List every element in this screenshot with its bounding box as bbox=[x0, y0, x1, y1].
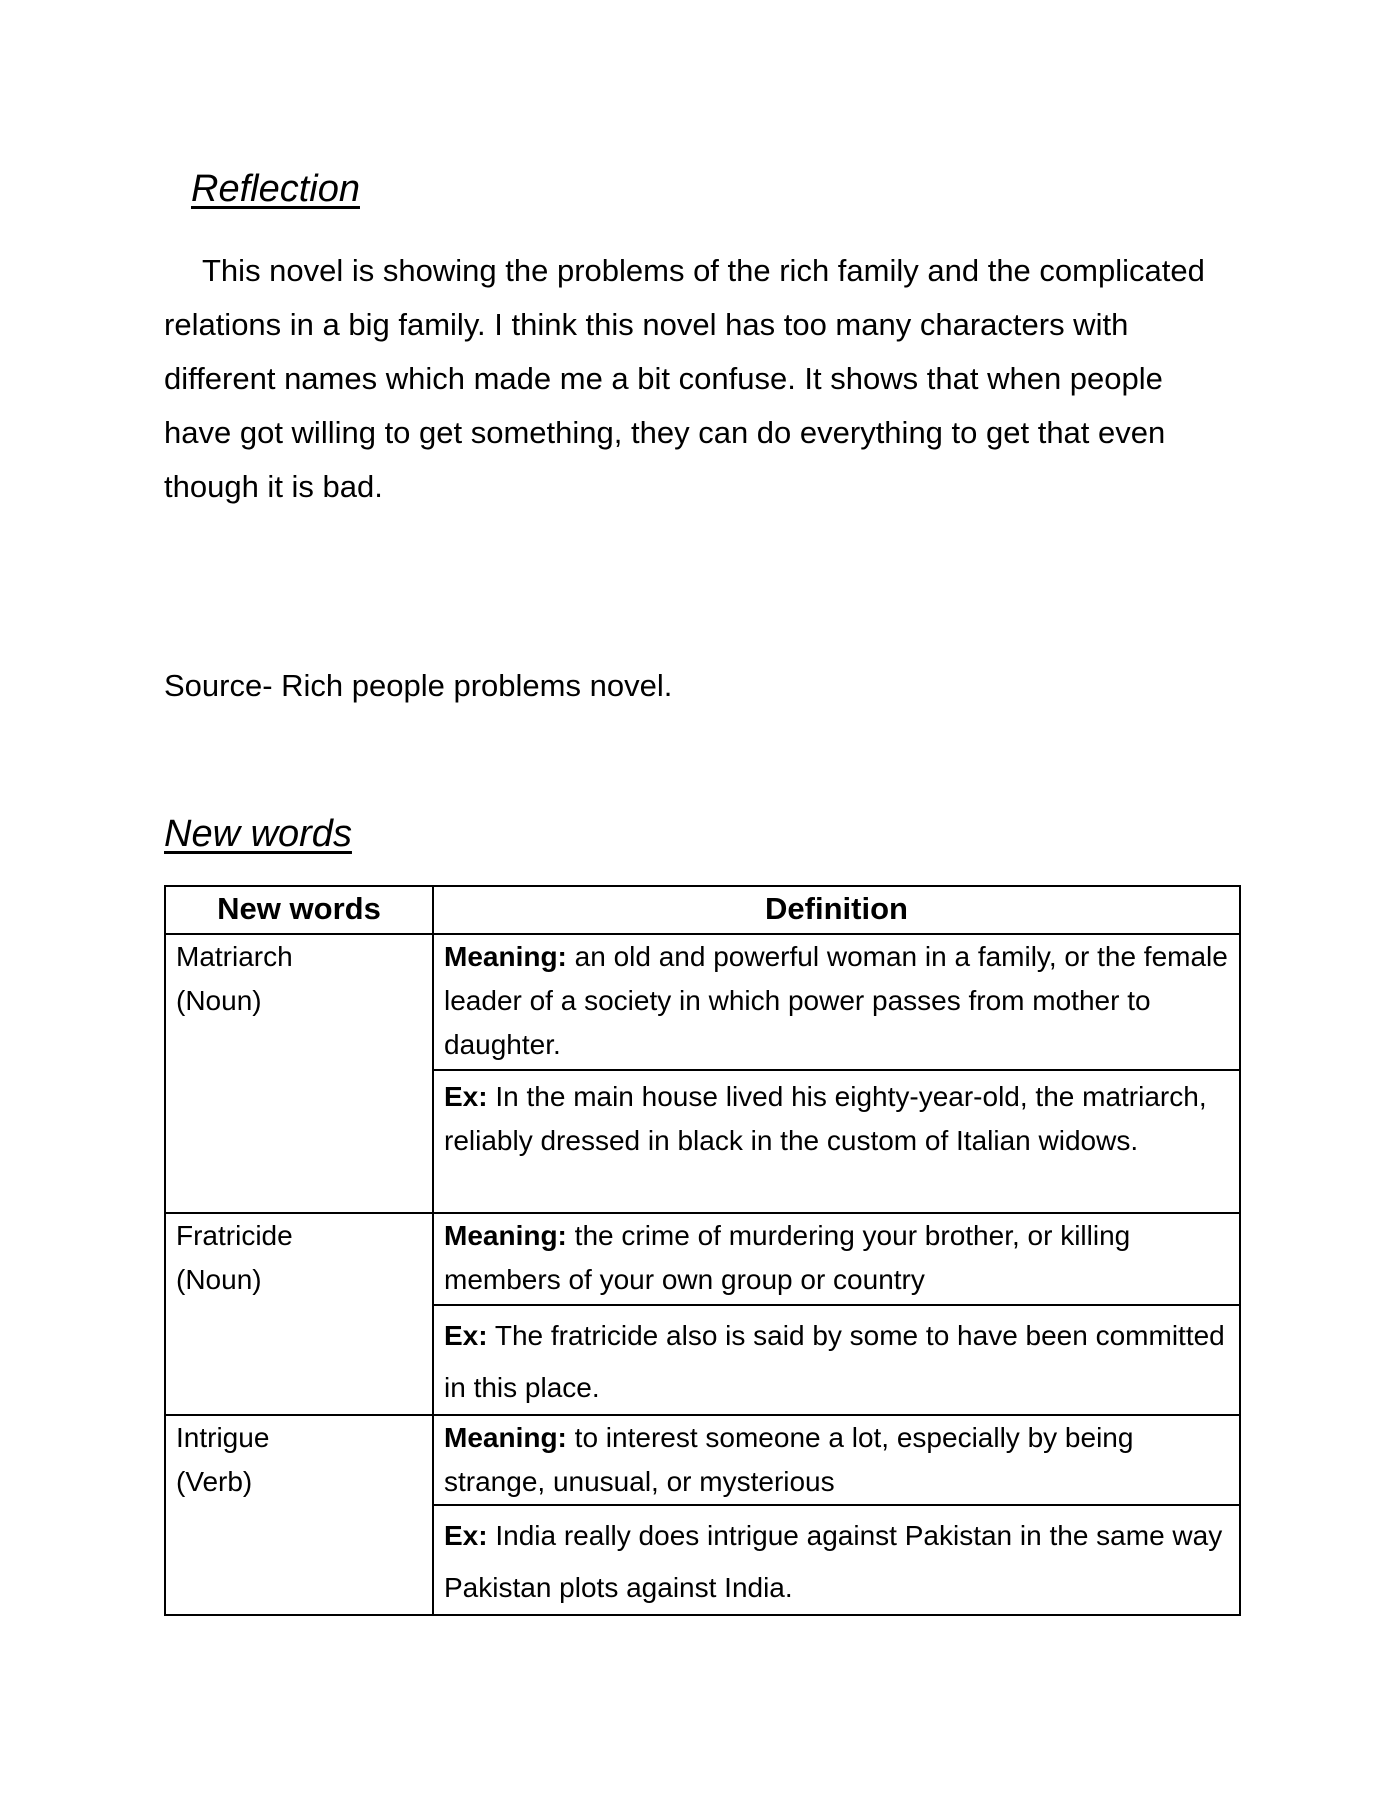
example-label: Ex: bbox=[444, 1320, 488, 1351]
meaning-cell bbox=[433, 934, 1240, 1070]
table-row bbox=[165, 1213, 1240, 1305]
source-line: Source- Rich people problems novel. bbox=[164, 668, 673, 703]
word-cell bbox=[165, 1213, 433, 1415]
table-header bbox=[165, 886, 1240, 934]
meaning-text: to interest someone a lot, especially by being strange, unusual, or mysterious bbox=[444, 1422, 1134, 1497]
meaning-cell bbox=[433, 1415, 1240, 1505]
meaning-text: an old and powerful woman in a family, or the female leader of a society in which power passes from mother to daughter. bbox=[444, 941, 1228, 1060]
part-of-speech: (Verb) bbox=[176, 1466, 253, 1497]
meaning-label: Meaning: bbox=[444, 941, 567, 972]
vocabulary-table bbox=[164, 885, 1241, 1616]
word: Intrigue bbox=[176, 1422, 270, 1453]
part-of-speech: (Noun) bbox=[176, 985, 262, 1016]
meaning-label: Meaning: bbox=[444, 1422, 567, 1453]
example-text: In the main house lived his eighty-year-old, the matriarch, reliably dressed in black in the custom of Italian widows. bbox=[444, 1081, 1207, 1156]
meaning-label: Meaning: bbox=[444, 1220, 567, 1251]
example-label: Ex: bbox=[444, 1081, 488, 1112]
reflection-text: This novel is showing the problems of the rich family and the complicated relations in a big family. I think this novel has too many characters with different names which made me a bit confuse. It shows that when people have got willing to get something, they can do everything to get that even though it is bad. bbox=[164, 253, 1205, 504]
example-text: The fratricide also is said by some to have been committed in this place. bbox=[444, 1320, 1225, 1403]
word-cell bbox=[165, 1415, 433, 1615]
example-label: Ex: bbox=[444, 1520, 488, 1551]
new-words-heading: New words bbox=[164, 813, 352, 855]
word-cell bbox=[165, 934, 433, 1213]
reflection-heading: Reflection bbox=[191, 168, 360, 210]
table-row bbox=[165, 934, 1240, 1070]
example-cell bbox=[433, 1505, 1240, 1615]
example-text: India really does intrigue against Pakistan in the same way Pakistan plots against India. bbox=[444, 1520, 1223, 1603]
word: Fratricide bbox=[176, 1220, 293, 1251]
column-header-definition: Definition bbox=[433, 886, 1240, 934]
example-cell bbox=[433, 1070, 1240, 1213]
meaning-cell bbox=[433, 1213, 1240, 1305]
part-of-speech: (Noun) bbox=[176, 1264, 262, 1295]
word: Matriarch bbox=[176, 941, 293, 972]
meaning-text: the crime of murdering your brother, or killing members of your own group or country bbox=[444, 1220, 1131, 1295]
example-cell bbox=[433, 1305, 1240, 1415]
reflection-paragraph bbox=[164, 244, 1224, 514]
column-header-words: New words bbox=[165, 886, 433, 934]
table-row bbox=[165, 1415, 1240, 1505]
